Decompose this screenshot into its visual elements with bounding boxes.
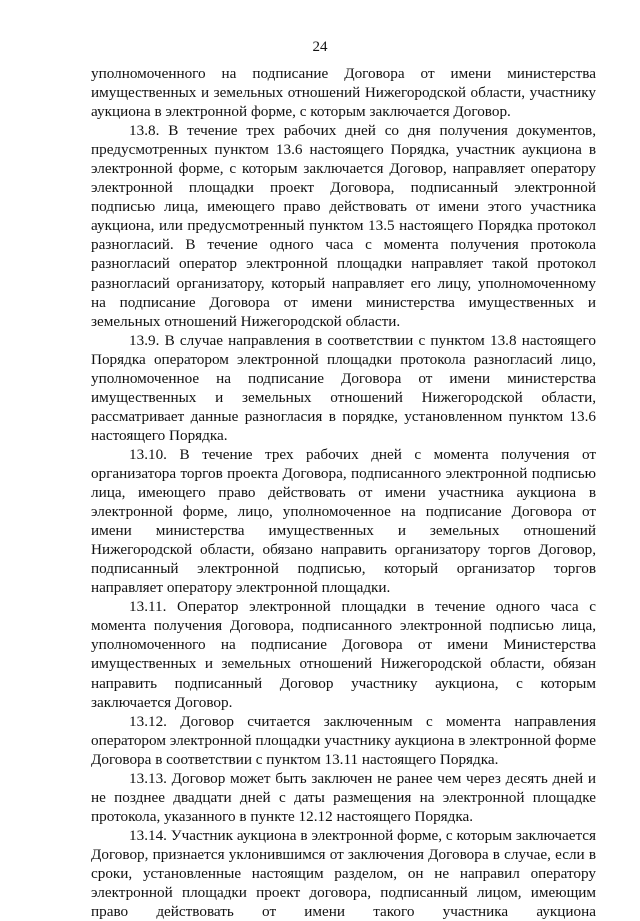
paragraph-13-9: 13.9. В случае направления в соответствии с пунктом 13.8 настоящего Порядка оператором электронной площадки протокола разногласий лицо, уполномоченное на подписание Договора от имени министерства имущественных и земельных отношений Нижегородской области, рассматривает данные разногласия в порядке, установленном пунктом 13.6 настоящего Порядка. <box>91 331 596 444</box>
paragraph-13-14: 13.14. Участник аукциона в электронной форме, с которым заключается Договор, признается уклонившимся от заключения Договора в случае, если в сроки, установленные настоящим разделом, он не направил оператору электронной площадки проект договора, подписанный лицом, имеющим право действовать от имени такого участника аукциона <box>91 826 596 921</box>
paragraph-13-7-continuation: уполномоченного на подписание Договора от имени министерства имущественных и земельных отношений Нижегородской области, участнику аукциона в электронной форме, с которым заключается Договор. <box>91 65 596 121</box>
page-number: 24 <box>312 39 328 55</box>
paragraph-13-8: 13.8. В течение трех рабочих дней со дня получения документов, предусмотренных пунктом 13.6 настоящего Порядка, участник аукциона в электронной форме, с которым заключается Договор, направляет оператору электронной площадки проект Договора, подписанный электронной подписью лица, имеющего право действовать от имени этого участника аукциона, или предусмотренный пунктом 13.5 настоящего Порядка протокол разногласий. В течение одного часа с момента получения протокола разногласий оператор электронной площадки направляет такой протокол разногласий организатору, который направляет его лицу, уполномоченному на подписание Договора от имени министерства имущественных и земельных отношений Нижегородской области. <box>91 122 596 330</box>
paragraph-13-10: 13.10. В течение трех рабочих дней с момента получения от организатора торгов проекта Договора, подписанного электронной подписью лица, имеющего право действовать от имени участника аукциона в электронной форме, лицо, уполномоченное на подписание Договора от имени министерства имущественных и земельных отношений Нижегородской области, обязано направить организатору торгов Договор, подписанный электронной подписью, который организатор торгов направляет оператору электронной площадки. <box>91 445 596 597</box>
paragraph-13-11: 13.11. Оператор электронной площадки в течение одного часа с момента получения Договора, подписанного электронной подписью лица, уполномоченного на подписание Договора от имени Министерства имущественных и земельных отношений Нижегородской области, обязан направить подписанный Договор участнику аукциона, с которым заключается Договор. <box>91 598 596 711</box>
document-body <box>91 64 596 921</box>
paragraph-13-13: 13.13. Договор может быть заключен не ранее чем через десять дней и не позднее двадцати дней с даты размещения на электронной площадке протокола, указанного в пункте 12.12 настоящего Порядка. <box>91 769 596 825</box>
paragraph-13-12: 13.12. Договор считается заключенным с момента направления оператором электронной площадки участнику аукциона в электронной форме Договора в соответствии с пунктом 13.11 настоящего Порядка. <box>91 712 596 768</box>
